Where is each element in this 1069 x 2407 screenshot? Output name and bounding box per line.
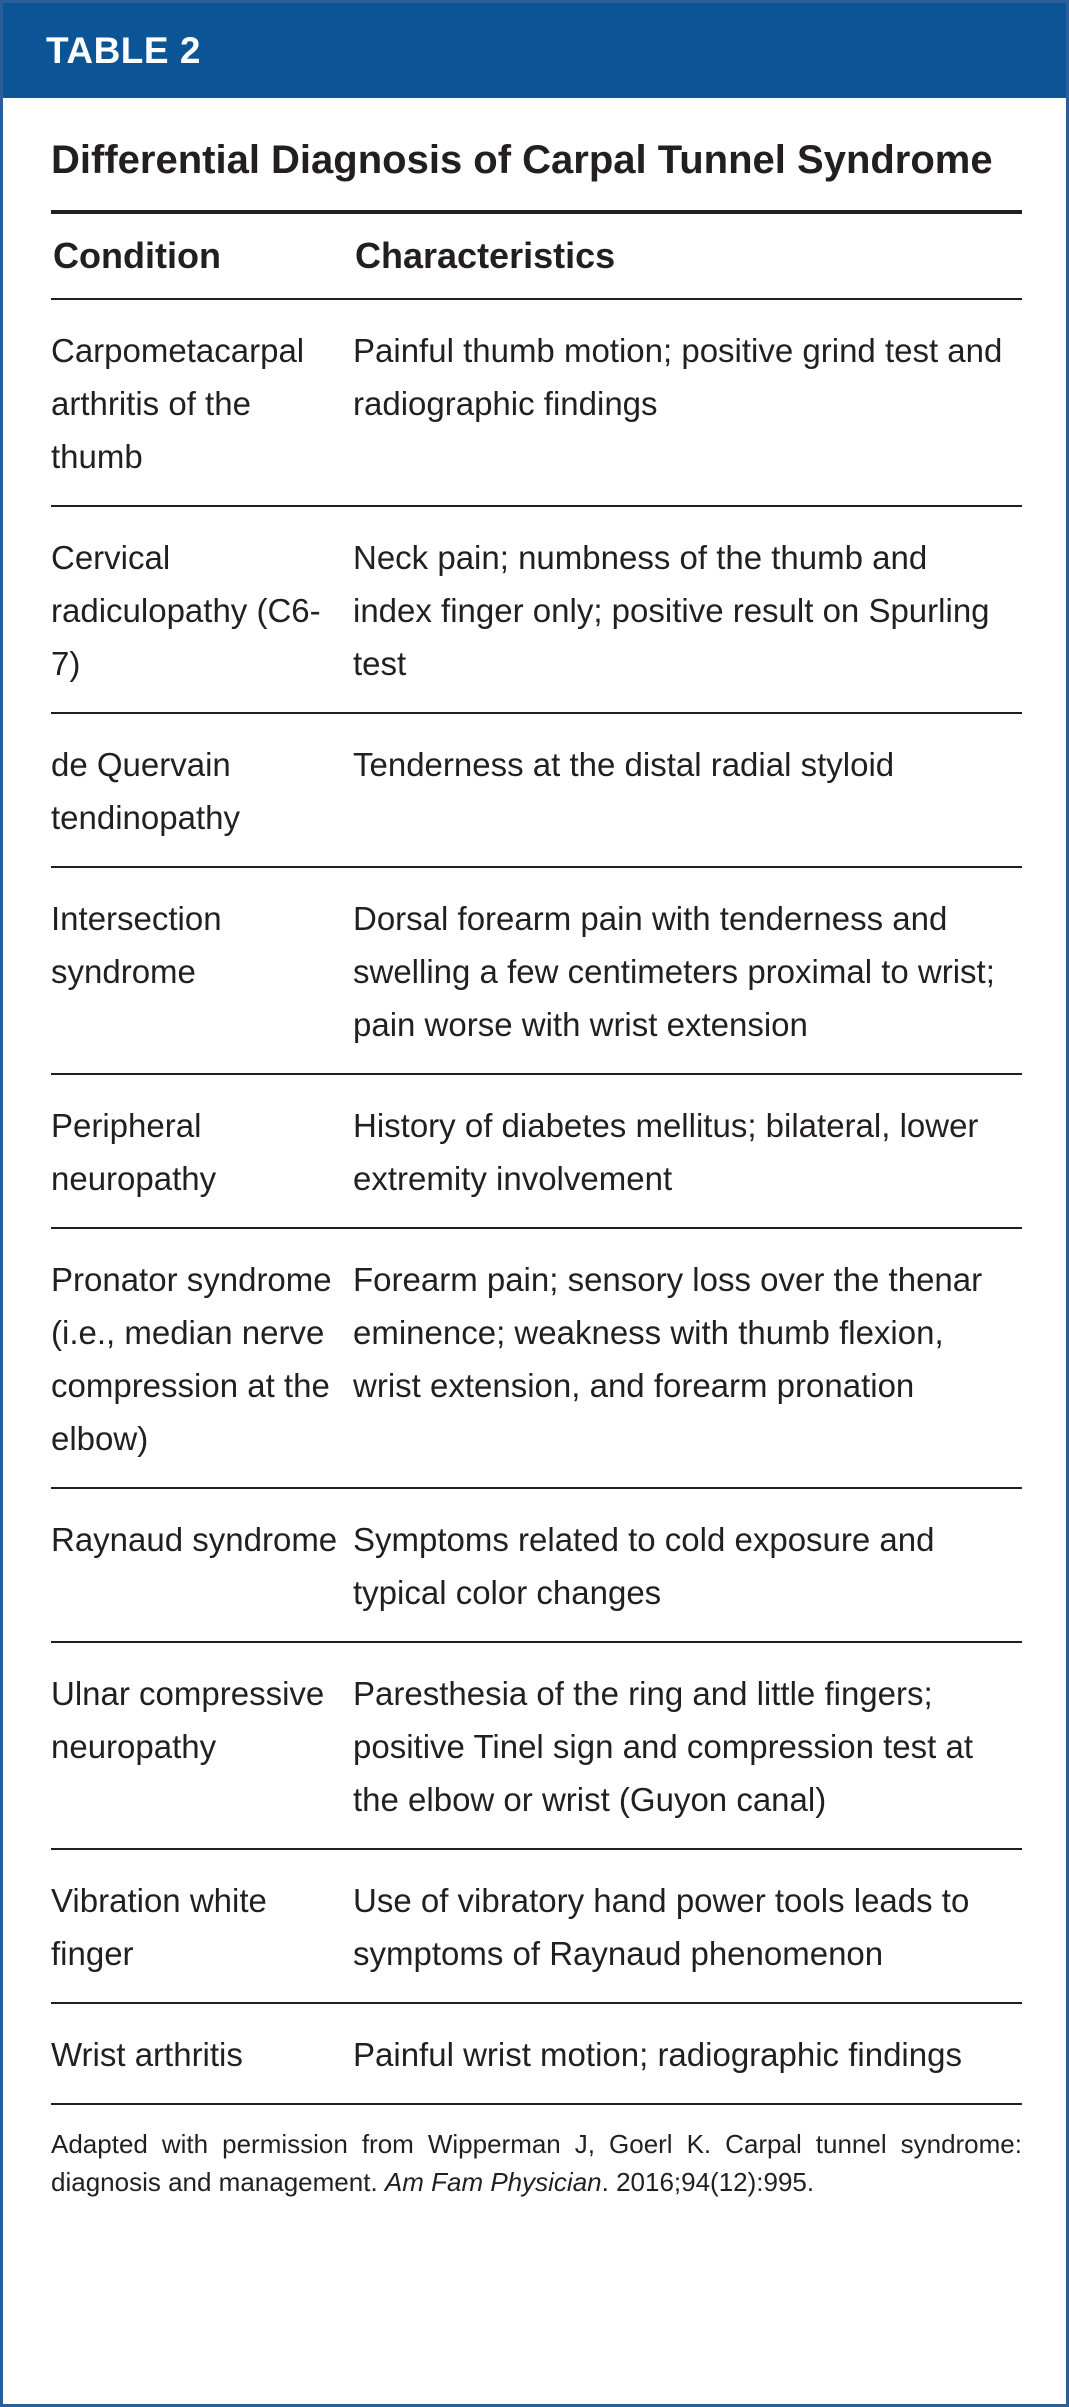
condition-cell: Cervical radiculopathy (C6-7)	[51, 506, 353, 713]
table-row	[51, 867, 1022, 1074]
condition-cell: Raynaud syndrome	[51, 1488, 353, 1642]
characteristics-cell: History of diabetes mellitus; bilateral, lower extremity involvement	[353, 1074, 1022, 1228]
column-header-characteristics: Characteristics	[353, 214, 1022, 299]
table-row	[51, 1849, 1022, 2003]
condition-cell: Carpometacarpal arthritis of the thumb	[51, 299, 353, 506]
condition-cell: de Quervain tendinopathy	[51, 713, 353, 867]
condition-cell: Ulnar compressive neuropathy	[51, 1642, 353, 1849]
characteristics-cell: Dorsal forearm pain with tenderness and swelling a few centimeters proximal to wrist; pain worse with wrist extension	[353, 867, 1022, 1074]
condition-cell: Vibration white finger	[51, 1849, 353, 2003]
source-footnote	[51, 2105, 1022, 2201]
characteristics-cell: Neck pain; numbness of the thumb and index finger only; positive result on Spurling test	[353, 506, 1022, 713]
table-row	[51, 1488, 1022, 1642]
characteristics-cell: Painful thumb motion; positive grind test and radiographic findings	[353, 299, 1022, 506]
condition-cell: Intersection syndrome	[51, 867, 353, 1074]
characteristics-cell: Use of vibratory hand power tools leads to symptoms of Raynaud phenomenon	[353, 1849, 1022, 2003]
footnote-tail: . 2016;94(12):995.	[601, 2167, 815, 2197]
characteristics-cell: Painful wrist motion; radiographic findings	[353, 2003, 1022, 2104]
table-row	[51, 2003, 1022, 2104]
footnote-lead: Adapted with permission from Wipperman J, Goerl K. Carpal tunnel syndrome: diagnosis and management.	[51, 2129, 1022, 2197]
characteristics-cell: Forearm pain; sensory loss over the thenar eminence; weakness with thumb flexion, wrist extension, and forearm pronation	[353, 1228, 1022, 1488]
header-row	[51, 214, 1022, 299]
diagnosis-table	[51, 214, 1022, 2105]
table-content	[3, 134, 1066, 2201]
table-title: Differential Diagnosis of Carpal Tunnel Syndrome	[51, 138, 993, 182]
table-row	[51, 1074, 1022, 1228]
condition-cell: Peripheral neuropathy	[51, 1074, 353, 1228]
table-row	[51, 506, 1022, 713]
condition-cell: Wrist arthritis	[51, 2003, 353, 2104]
characteristics-cell: Tenderness at the distal radial styloid	[353, 713, 1022, 867]
condition-cell: Pronator syndrome (i.e., median nerve compression at the elbow)	[51, 1228, 353, 1488]
characteristics-cell: Symptoms related to cold exposure and typical color changes	[353, 1488, 1022, 1642]
table-row	[51, 1642, 1022, 1849]
table-row	[51, 299, 1022, 506]
column-header-condition: Condition	[51, 214, 353, 299]
footnote-journal: Am Fam Physician	[384, 2167, 602, 2197]
table-label-banner: TABLE 2	[3, 3, 1066, 98]
table-row	[51, 713, 1022, 867]
characteristics-cell: Paresthesia of the ring and little fingers; positive Tinel sign and compression test at the elbow or wrist (Guyon canal)	[353, 1642, 1022, 1849]
table-row	[51, 1228, 1022, 1488]
